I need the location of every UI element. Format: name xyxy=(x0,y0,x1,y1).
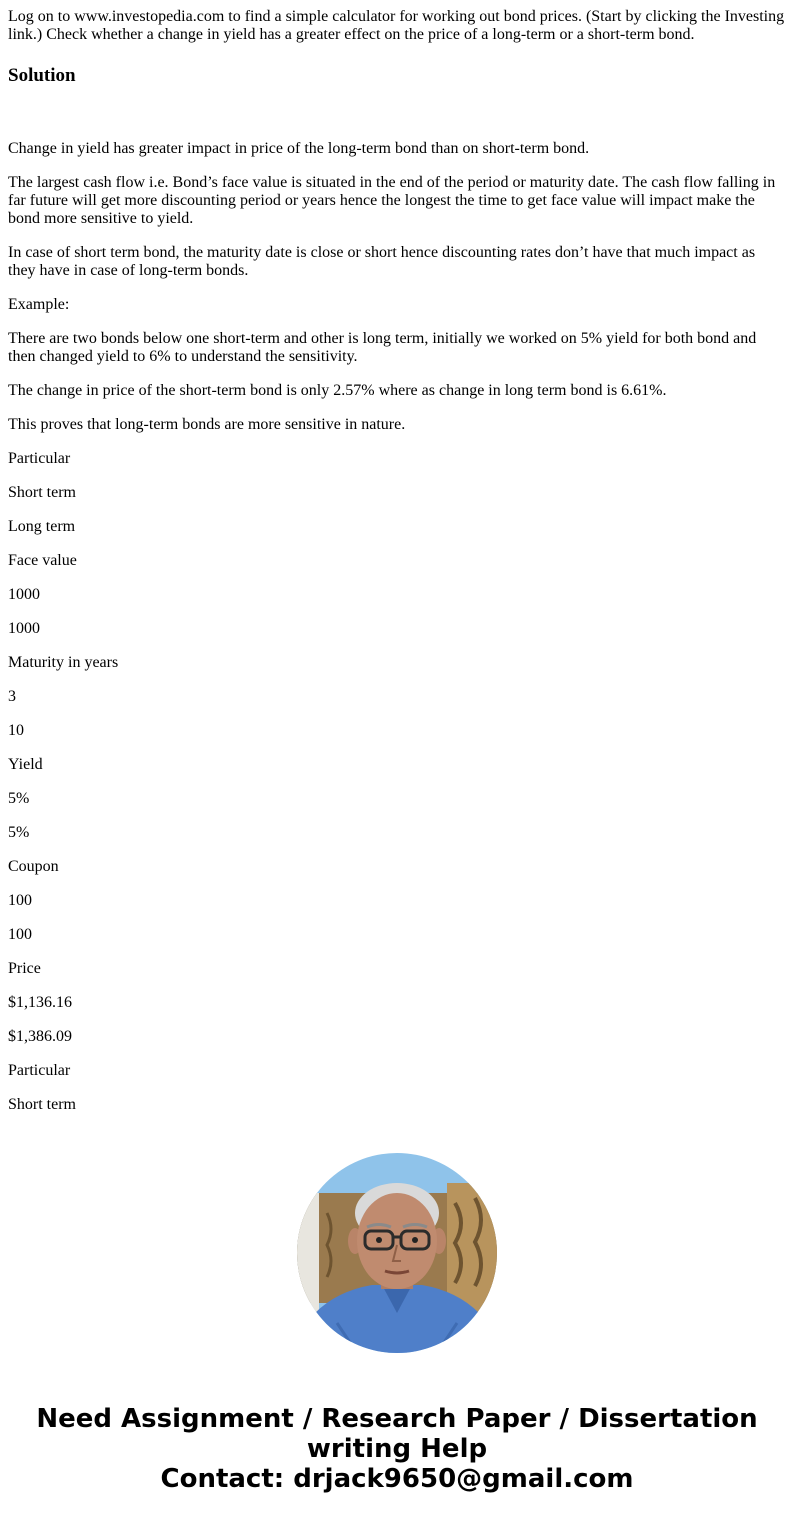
table-cell: 100 xyxy=(8,926,32,943)
question-text: Log on to www.investopedia.com to find a simple calculator for working out bond prices. (Start by clicking the Investing link.) Check whether a change in yield has a greater effect on the price of a long-term or a short-term bond. xyxy=(8,8,785,43)
table-cell: Maturity in years xyxy=(8,654,119,671)
portrait-illustration xyxy=(297,1153,497,1353)
paragraph: Change in yield has greater impact in price of the long-term bond than on short-term bond. xyxy=(8,140,590,157)
paragraph: In case of short term bond, the maturity date is close or short hence discounting rates don’t have that much impact as they have in case of long-term bonds. xyxy=(8,244,756,279)
table-cell: 10 xyxy=(8,722,24,739)
table-cell: $1,136.16 xyxy=(8,994,72,1011)
table-cell: Particular xyxy=(8,1062,71,1079)
author-photo xyxy=(297,1153,497,1353)
paragraph: There are two bonds below one short-term and other is long term, initially we worked on 5% yield for both bond and then changed yield to 6% to understand the sensitivity. xyxy=(8,330,757,365)
table-cell: Yield xyxy=(8,756,43,773)
table-cell: 5% xyxy=(8,824,30,841)
promo-line: writing Help xyxy=(306,1434,488,1464)
table-cell: Long term xyxy=(8,518,76,535)
table-cell: 100 xyxy=(8,892,32,909)
paragraph: Example: xyxy=(8,296,70,313)
paragraph: The largest cash flow i.e. Bond’s face value is situated in the end of the period or maturity date. The cash flow falling in far future will get more discounting period or years hence the longest the time to get face value will impact make the bond more sensitive to yield. xyxy=(8,174,776,227)
table-cell: Coupon xyxy=(8,858,59,875)
bond-comparison-table xyxy=(8,450,786,1114)
table-cell: Price xyxy=(8,960,41,977)
blank-space xyxy=(8,87,786,140)
paragraph: The change in price of the short-term bond is only 2.57% where as change in long term bond is 6.61%. xyxy=(8,382,667,399)
promo-contact: Contact: drjack9650@gmail.com xyxy=(160,1464,634,1494)
table-cell: 1000 xyxy=(8,620,40,637)
table-cell: 1000 xyxy=(8,586,40,603)
table-cell: Short term xyxy=(8,1096,76,1113)
paragraph: This proves that long-term bonds are more sensitive in nature. xyxy=(8,416,406,433)
table-cell: $1,386.09 xyxy=(8,1028,72,1045)
table-cell: 5% xyxy=(8,790,30,807)
table-cell: Short term xyxy=(8,484,76,501)
table-cell: Face value xyxy=(8,552,77,569)
document-body xyxy=(8,8,786,1130)
solution-heading: Solution xyxy=(8,65,76,86)
promo-line: Need Assignment / Research Paper / Dissertation xyxy=(36,1404,758,1434)
promo-banner xyxy=(0,1404,794,1494)
table-cell: Particular xyxy=(8,450,71,467)
table-cell: 3 xyxy=(8,688,16,705)
